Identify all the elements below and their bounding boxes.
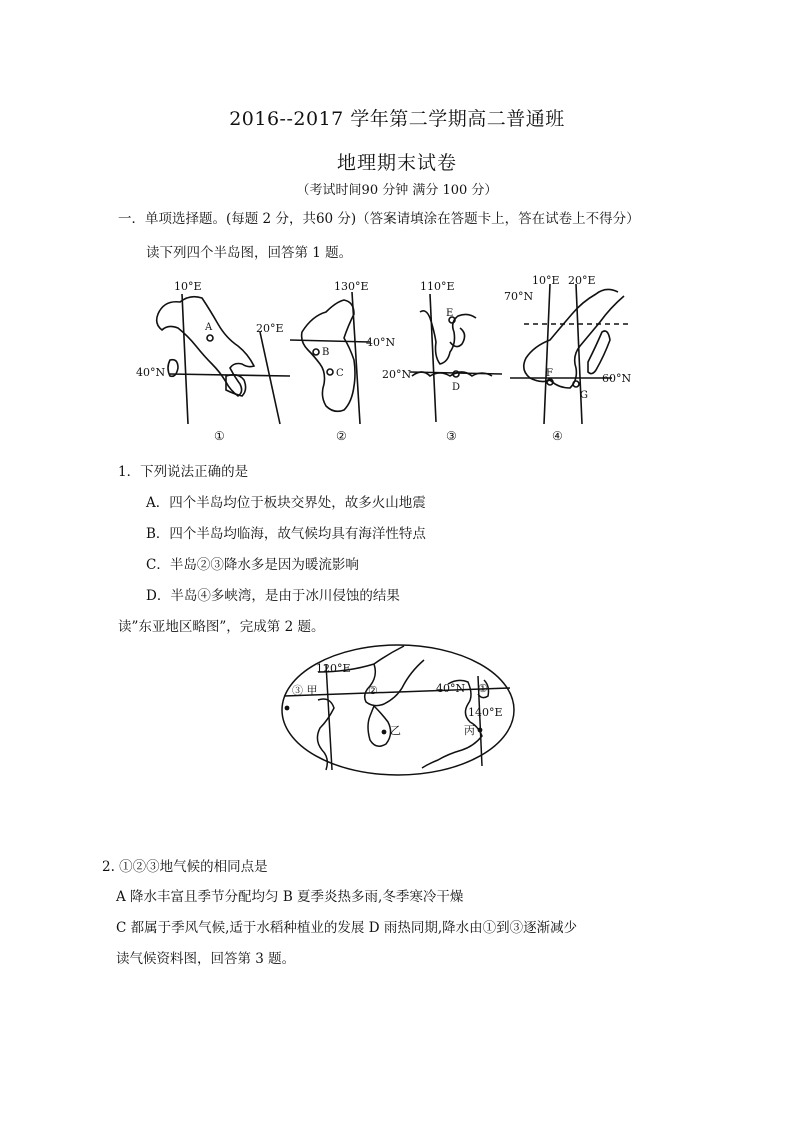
- italy-outline: [157, 297, 254, 396]
- point-b-marker: [313, 349, 319, 355]
- lat40-label: 40°N: [436, 682, 466, 695]
- map2-lat-label: 40°N: [366, 336, 396, 349]
- map4-lat60-label: 60°N: [602, 372, 632, 385]
- section-heading: 一．单项选择题。(每题 2 分，共60 分)（答案请填涂在答题卡上，答在试卷上不得分）: [118, 211, 640, 227]
- point-f-label: F: [546, 368, 553, 379]
- lon120-label: 120°E: [316, 662, 351, 675]
- map2-lon-label: 130°E: [334, 280, 369, 293]
- point-1-label: ①: [478, 682, 488, 695]
- q1-option-d: D．半岛④多峡湾，是由于冰川侵蚀的结果: [146, 588, 400, 604]
- point-c-marker: [327, 369, 333, 375]
- point-g-label: G: [580, 390, 588, 401]
- map2-lon2-label: 20°E: [256, 322, 284, 335]
- q1-stem: 1．下列说法正确的是: [118, 464, 249, 480]
- q1-option-c: C．半岛②③降水多是因为暖流影响: [146, 557, 359, 573]
- figure1-intro: 读下列四个半岛图，回答第 1 题。: [146, 245, 353, 261]
- point-bing-marker: [478, 728, 483, 733]
- map1-meridian-20: [260, 332, 280, 424]
- east-asia-map-figure: [278, 642, 518, 778]
- q1-option-a: A．四个半岛均位于板块交界处，故多火山地震: [146, 495, 426, 511]
- figure2-intro: 读”东亚地区略图”，完成第 2 题。: [118, 619, 325, 635]
- exam-subtitle: 地理期末试卷: [336, 152, 457, 174]
- peninsula-maps-svg: [130, 272, 650, 452]
- point-d-label: D: [452, 382, 461, 393]
- exam-info: （考试时间90 分钟 满分 100 分）: [296, 183, 498, 198]
- q2-stem: 2. ①②③地气候的相同点是: [102, 859, 268, 875]
- point-a-marker: [207, 335, 213, 341]
- point-bing-label: 丙: [464, 724, 475, 737]
- lon140-label: 140°E: [468, 706, 503, 719]
- q2-options-line2: C 都属于季风气候,适于水稻种植业的发展 D 雨热同期,降水由①到③逐渐减少: [116, 920, 578, 936]
- map4-meridian-10: [544, 284, 550, 424]
- point-yi-marker: [382, 730, 387, 735]
- map1-number: ①: [214, 429, 225, 443]
- map3-meridian: [430, 294, 436, 422]
- point-jia-marker: [285, 706, 290, 711]
- q1-option-b: B．四个半岛均临海，故气候均具有海洋性特点: [146, 526, 426, 542]
- map4-number: ④: [552, 429, 563, 443]
- point-2-label: ②: [368, 684, 378, 697]
- point-e-label: E: [446, 308, 454, 319]
- point-yi-label: 乙: [390, 724, 401, 737]
- map3-number: ③: [446, 429, 457, 443]
- exam-title: 2016--2017 学年第二学期高二普通班: [229, 108, 565, 130]
- east-asia-map-svg: [278, 642, 518, 778]
- map4-lat70-label: 70°N: [504, 290, 534, 303]
- map1-lon-label: 10°E: [174, 280, 202, 293]
- map4-lon10-label: 10°E: [532, 274, 560, 287]
- point-jia-label: ③ 甲: [292, 684, 318, 697]
- map1-meridian: [182, 294, 188, 424]
- baltic-outline: [588, 331, 610, 374]
- point-b-label: B: [322, 347, 330, 358]
- peninsula-maps-figure: [130, 272, 650, 452]
- q2-options-line1: A 降水丰富且季节分配均匀 B 夏季炎热多雨,冬季寒冷干燥: [116, 889, 464, 905]
- point-a-label: A: [205, 322, 213, 333]
- point-c-label: C: [336, 368, 344, 379]
- map3-lon-label: 110°E: [420, 280, 455, 293]
- korea-peninsula: [368, 706, 391, 746]
- figure3-intro: 读气候资料图，回答第 3 题。: [116, 951, 296, 967]
- map3-lat-label: 20°N: [382, 368, 412, 381]
- map4-lon20-label: 20°E: [568, 274, 596, 287]
- map2-number: ②: [336, 429, 347, 443]
- map1-lat-label: 40°N: [136, 366, 166, 379]
